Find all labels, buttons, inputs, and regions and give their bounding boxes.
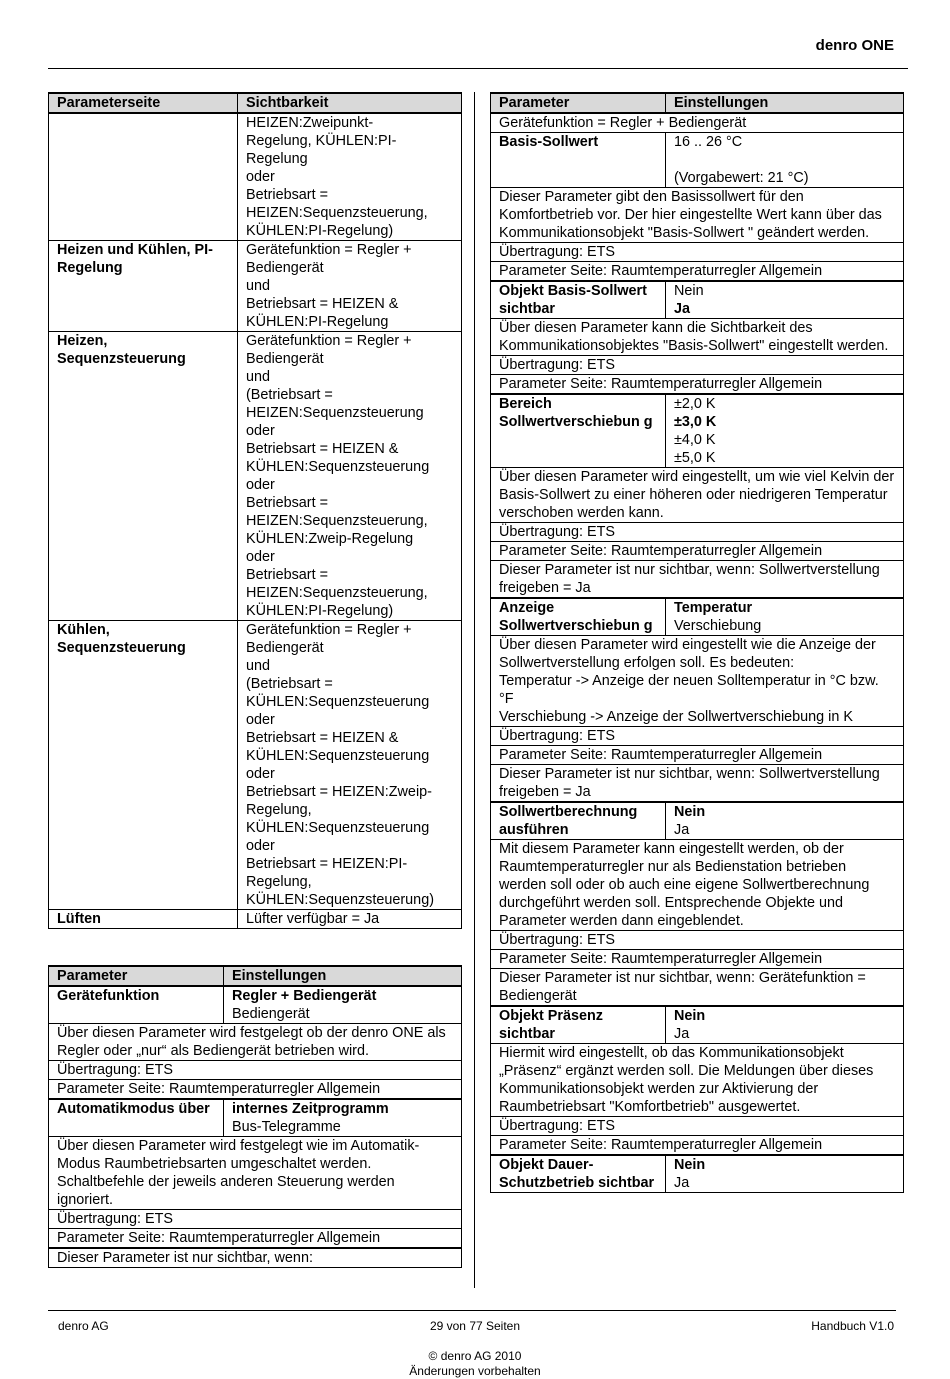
param-options [666, 133, 904, 188]
footer-legal [0, 1349, 950, 1379]
condition-line: Regelung [246, 151, 308, 167]
spacer [674, 151, 895, 169]
option-default: ±3,0 K [674, 414, 717, 430]
condition-line: KÜHLEN:Zweip-Regelung [246, 531, 414, 547]
visibility-rows [49, 113, 462, 929]
param-description: Mit diesem Parameter kann eingestellt werden, ob der Raumtemperaturregler nur als Bedienstation betrieben werden soll oder ob auch eine eigene Sollwertberechnung durchgeführt werden soll. Entsprechende Objekte und Parameter werden dann eingeblendet. [491, 840, 904, 931]
param-row [49, 986, 462, 1024]
condition-line: Regelung, [246, 802, 312, 818]
param-page: Parameter Seite: Raumtemperaturregler Allgemein [491, 746, 904, 765]
param-row [491, 1006, 904, 1044]
param-name: Objekt Dauer-Schutzbetrieb sichtbar [491, 1155, 666, 1193]
param-transfer: Übertragung: ETS [491, 1117, 904, 1136]
condition-line: und [246, 278, 271, 294]
visibility-row [49, 332, 462, 621]
param-options [666, 394, 904, 468]
param-page: Parameter Seite: Raumtemperaturregler Allgemein [491, 950, 904, 969]
visibility-row [49, 621, 462, 910]
condition-line: oder [246, 712, 275, 728]
param-transfer: Übertragung: ETS [49, 1061, 462, 1080]
condition-line: Gerätefunktion = Regler + [246, 333, 412, 349]
page-label: Kühlen, Sequenzsteuerung [49, 621, 238, 910]
param-row [491, 394, 904, 468]
condition-line: Bediengerät [246, 640, 324, 656]
visibility-row [49, 910, 462, 929]
param-description: Dieser Parameter gibt den Basissollwert für den Komfortbetrieb vor. Der hier eingestellte Wert kann über das Kommunikationsobjekt "Basis-Sollwert " geändert werden. [491, 188, 904, 243]
table-header-row [491, 93, 904, 113]
param-description: Über diesen Parameter wird festgelegt wie im Automatik-Modus Raumbetriebsarten umgeschaltet werden. Schaltbefehle der jeweils anderen Steuerung werden ignoriert. [49, 1137, 462, 1210]
footer-rule [48, 1310, 896, 1311]
param-visibility: Dieser Parameter ist nur sichtbar, wenn: Gerätefunktion = Bediengerät [491, 969, 904, 1007]
condition-line: oder [246, 549, 275, 565]
visibility-conditions [238, 241, 462, 332]
condition-line: Betriebsart = [246, 187, 328, 203]
param-transfer: Übertragung: ETS [491, 931, 904, 950]
param-description: Hiermit wird eingestellt, ob das Kommunikationsobjekt „Präsenz“ ergänzt werden soll. Die Meldungen über dieses Kommunikationsobjekt werden zur Aktivierung der Raumbetriebsart "Komfortbetrieb" ausgewertet. [491, 1044, 904, 1117]
option: Verschiebung [674, 618, 762, 634]
parameter-table-right [490, 92, 904, 1193]
condition-line: Bediengerät [246, 260, 324, 276]
param-name: Sollwertberechnung ausführen [491, 802, 666, 840]
option-default: Nein [674, 1157, 706, 1173]
column-divider [474, 92, 475, 1288]
description-line: Temperatur -> Anzeige der neuen Solltemperatur in °C bzw. °F [499, 673, 879, 707]
param-description: Über diesen Parameter kann die Sichtbarkeit des Kommunikationsobjektes "Basis-Sollwert" eingestellt werden. [491, 319, 904, 356]
header-cell: Parameter [49, 966, 224, 986]
condition-line: Betriebsart = [246, 567, 328, 583]
condition-line: KÜHLEN:PI-Regelung [246, 314, 389, 330]
param-description: Über diesen Parameter wird festgelegt ob der denro ONE als Regler oder „nur“ als Bediengerät betrieben wird. [49, 1024, 462, 1061]
option: Ja [674, 822, 690, 838]
condition-line: KÜHLEN:PI-Regelung) [246, 223, 394, 239]
option: ±5,0 K [674, 450, 716, 466]
param-row [49, 1099, 462, 1137]
condition-line: oder [246, 423, 275, 439]
param-transfer: Übertragung: ETS [49, 1210, 462, 1229]
condition-line: HEIZEN:Sequenzsteuerung [246, 405, 424, 421]
condition-line: Regelung, [246, 874, 312, 890]
table-header-row [49, 966, 462, 986]
param-page: Parameter Seite: Raumtemperaturregler Allgemein [491, 542, 904, 561]
description-line: Über diesen Parameter wird eingestellt wie die Anzeige der Sollwertverstellung erfolgen soll. Es bedeuten: [499, 637, 876, 671]
option: Nein [674, 283, 704, 299]
visibility-row [49, 241, 462, 332]
param-options [666, 1155, 904, 1193]
condition-line: und [246, 658, 271, 674]
param-row [491, 598, 904, 636]
visibility-conditions [238, 621, 462, 910]
condition-line: (Betriebsart = [246, 387, 333, 403]
condition-line: Betriebsart = HEIZEN:Zweip- [246, 784, 432, 800]
header-rule [48, 68, 908, 69]
condition-line: KÜHLEN:Sequenzsteuerung [246, 820, 430, 836]
param-row [491, 281, 904, 319]
condition-line: KÜHLEN:Sequenzsteuerung [246, 694, 430, 710]
visibility-table [48, 92, 462, 929]
option: ±2,0 K [674, 396, 716, 412]
visibility-conditions [238, 910, 462, 929]
param-row [491, 1155, 904, 1193]
option-range: 16 .. 26 °C [674, 134, 743, 150]
option: ±4,0 K [674, 432, 716, 448]
page-label: Heizen und Kühlen, PI-Regelung [49, 241, 238, 332]
page-label: Heizen, Sequenzsteuerung [49, 332, 238, 621]
page-label [49, 113, 238, 241]
param-name: Bereich Sollwertverschiebun g [491, 394, 666, 468]
condition-line: oder [246, 169, 275, 185]
condition-line: Gerätefunktion = Regler + [246, 622, 412, 638]
param-page: Parameter Seite: Raumtemperaturregler Allgemein [491, 375, 904, 395]
option-default: Nein [674, 804, 706, 820]
condition-line: KÜHLEN:Sequenzsteuerung [246, 459, 430, 475]
footer-company: denro AG [58, 1319, 109, 1333]
option-default: Ja [674, 301, 691, 317]
condition-line: HEIZEN:Sequenzsteuerung, [246, 205, 428, 221]
option-default-value: (Vorgabewert: 21 °C) [674, 170, 809, 186]
visibility-conditions [238, 113, 462, 241]
footer-copyright: © denro AG 2010 [428, 1349, 522, 1363]
param-options [666, 598, 904, 636]
condition-line: oder [246, 477, 275, 493]
condition-line: Betriebsart = HEIZEN & [246, 730, 399, 746]
param-options [224, 986, 462, 1024]
condition-line: HEIZEN:Zweipunkt- [246, 115, 374, 131]
parameter-table-left [48, 965, 462, 1268]
footer-manual-version: Handbuch V1.0 [811, 1319, 894, 1333]
param-name: Automatikmodus über [49, 1099, 224, 1137]
option-default: Nein [674, 1008, 706, 1024]
param-options [224, 1099, 462, 1137]
footer-note: Änderungen vorbehalten [409, 1364, 541, 1378]
condition-line: KÜHLEN:Sequenzsteuerung [246, 748, 430, 764]
option-default: Regler + Bediengerät [232, 988, 377, 1004]
param-transfer: Übertragung: ETS [491, 727, 904, 746]
option-default: internes Zeitprogramm [232, 1101, 389, 1117]
condition-line: Betriebsart = [246, 495, 328, 511]
param-transfer: Übertragung: ETS [491, 523, 904, 542]
option: Ja [674, 1175, 690, 1191]
param-description: Über diesen Parameter wird eingestellt, um wie viel Kelvin der Basis-Sollwert zu einer höheren oder niedrigeren Temperatur verschoben werden kann. [491, 468, 904, 523]
option: Ja [674, 1026, 690, 1042]
header-cell: Einstellungen [666, 93, 904, 113]
table-header-row [49, 93, 462, 113]
param-page: Parameter Seite: Raumtemperaturregler Allgemein [491, 262, 904, 282]
param-name: Anzeige Sollwertverschiebun g [491, 598, 666, 636]
header-brand: denro ONE [815, 37, 894, 54]
condition-line: Betriebsart = HEIZEN:PI- [246, 856, 408, 872]
param-row [491, 802, 904, 840]
param-visibility: Dieser Parameter ist nur sichtbar, wenn: Sollwertverstellung freigeben = Ja [491, 765, 904, 803]
param-visibility: Dieser Parameter ist nur sichtbar, wenn: Sollwertverstellung freigeben = Ja [491, 561, 904, 599]
visibility-row [49, 113, 462, 241]
page-label: Lüften [49, 910, 238, 929]
header-cell: Parameter [491, 93, 666, 113]
param-name: Gerätefunktion [49, 986, 224, 1024]
param-page: Parameter Seite: Raumtemperaturregler Allgemein [491, 1136, 904, 1156]
header-cell: Parameterseite [49, 93, 238, 113]
param-options [666, 281, 904, 319]
param-page: Parameter Seite: Raumtemperaturregler Allgemein [49, 1080, 462, 1100]
param-transfer: Übertragung: ETS [491, 243, 904, 262]
footer-page-number: 29 von 77 Seiten [429, 1319, 521, 1333]
condition-line: Lüfter verfügbar = Ja [246, 911, 380, 927]
condition-line: Bediengerät [246, 351, 324, 367]
condition-line: KÜHLEN:Sequenzsteuerung) [246, 892, 434, 908]
visibility-conditions [238, 332, 462, 621]
option: Bediengerät [232, 1006, 310, 1022]
condition-line: Betriebsart = HEIZEN & [246, 296, 399, 312]
condition-line: Gerätefunktion = Regler + [246, 242, 412, 258]
condition-line: HEIZEN:Sequenzsteuerung, [246, 513, 428, 529]
param-transfer: Übertragung: ETS [491, 356, 904, 375]
condition-line: oder [246, 838, 275, 854]
param-name: Objekt Präsenz sichtbar [491, 1006, 666, 1044]
param-visibility: Dieser Parameter ist nur sichtbar, wenn: [49, 1248, 462, 1268]
param-row [491, 133, 904, 188]
description-line: Verschiebung -> Anzeige der Sollwertverschiebung in K [499, 709, 853, 725]
condition-line: Regelung, KÜHLEN:PI- [246, 133, 397, 149]
param-description [491, 636, 904, 727]
condition-line: Betriebsart = HEIZEN & [246, 441, 399, 457]
param-name: Objekt Basis-Sollwert sichtbar [491, 281, 666, 319]
param-options [666, 802, 904, 840]
device-function-note: Gerätefunktion = Regler + Bediengerät [491, 113, 904, 133]
option: Bus-Telegramme [232, 1119, 341, 1135]
param-options [666, 1006, 904, 1044]
param-name: Basis-Sollwert [491, 133, 666, 188]
condition-line: oder [246, 766, 275, 782]
header-cell: Sichtbarkeit [238, 93, 462, 113]
condition-line: HEIZEN:Sequenzsteuerung, [246, 585, 428, 601]
condition-line: und [246, 369, 271, 385]
condition-line: (Betriebsart = [246, 676, 333, 692]
header-cell: Einstellungen [224, 966, 462, 986]
param-page: Parameter Seite: Raumtemperaturregler Allgemein [49, 1229, 462, 1249]
condition-line: KÜHLEN:PI-Regelung) [246, 603, 394, 619]
option-default: Temperatur [674, 600, 753, 616]
